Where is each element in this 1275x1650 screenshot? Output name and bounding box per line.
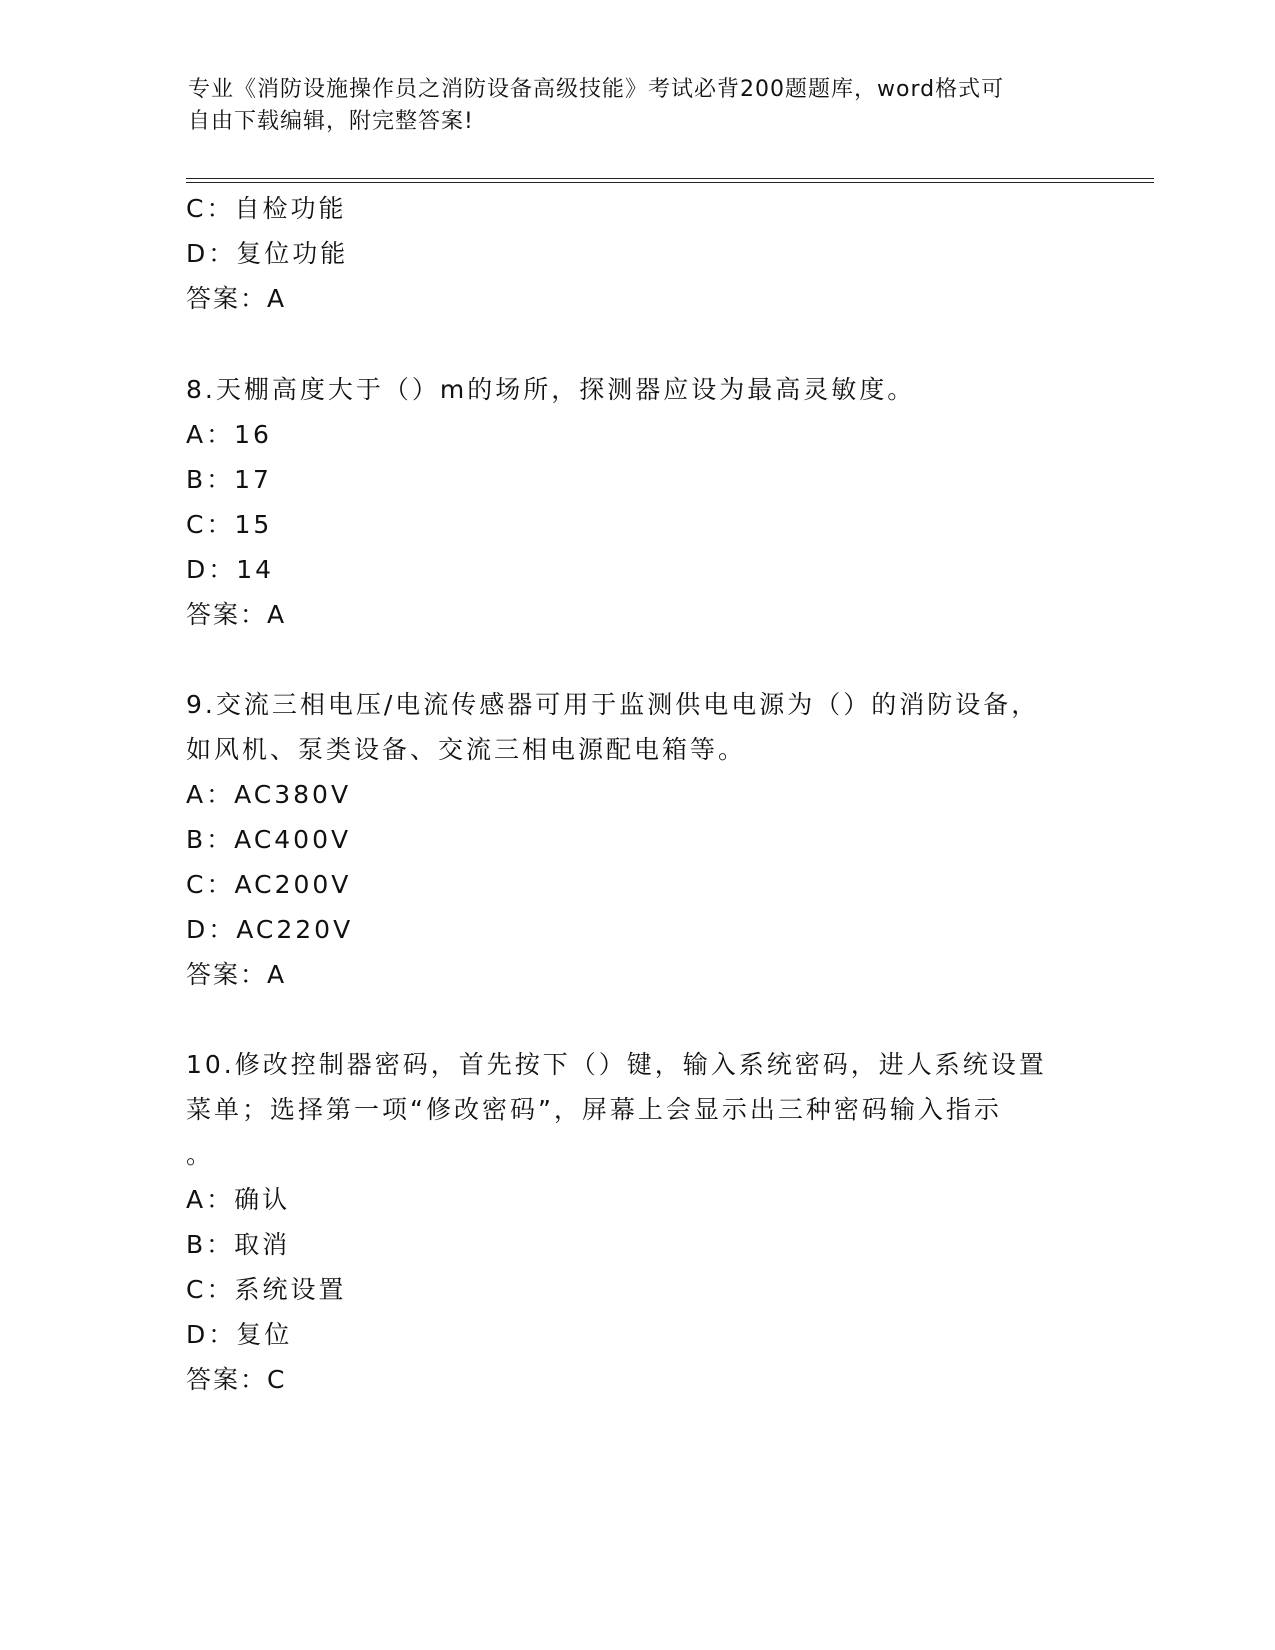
q10-stem-line-3: 。 (186, 1140, 215, 1169)
q9-option-b: B：AC400V (186, 825, 352, 854)
header-line-2: 自由下载编辑，附完整答案! (188, 109, 474, 134)
q10-answer: 答案：C (186, 1365, 287, 1394)
q9-option-c: C：AC200V (186, 870, 352, 899)
header-divider-top (186, 178, 1154, 179)
q8-option-c: C：15 (186, 510, 273, 539)
q10-option-b: B：取消 (186, 1230, 291, 1259)
prev-answer: 答案：A (186, 284, 287, 313)
q8-answer: 答案：A (186, 600, 287, 629)
q10-stem-line-2: 菜单；选择第一项“修改密码”，屏幕上会显示出三种密码输入指示 (186, 1095, 1002, 1124)
q9-option-a: A：AC380V (186, 780, 352, 809)
prev-option-c: C：自检功能 (186, 194, 347, 223)
document-header (188, 74, 1068, 138)
header-divider-bottom (186, 182, 1154, 183)
header-line-1: 专业《消防设施操作员之消防设备高级技能》考试必背200题题库，word格式可 (188, 77, 1005, 102)
q8-option-d: D：14 (186, 555, 275, 584)
prev-option-d: D：复位功能 (186, 239, 349, 268)
q10-stem-line-1: 10.修改控制器密码，首先按下（）键，输入系统密码，进人系统设置 (186, 1050, 1047, 1079)
q9-answer: 答案：A (186, 960, 287, 989)
q8-option-a: A：16 (186, 420, 272, 449)
q8-stem: 8.天棚高度大于（）m的场所，探测器应设为最高灵敏度。 (186, 375, 916, 404)
q10-option-d: D：复位 (186, 1320, 293, 1349)
q9-stem-line-1: 9.交流三相电压/电流传感器可用于监测供电电源为（）的消防设备， (186, 690, 1040, 719)
q10-option-a: A：确认 (186, 1185, 291, 1214)
q9-option-d: D：AC220V (186, 915, 354, 944)
q10-option-c: C：系统设置 (186, 1275, 347, 1304)
q8-option-b: B：17 (186, 465, 272, 494)
q9-stem-line-2: 如风机、泵类设备、交流三相电源配电箱等。 (186, 735, 747, 764)
